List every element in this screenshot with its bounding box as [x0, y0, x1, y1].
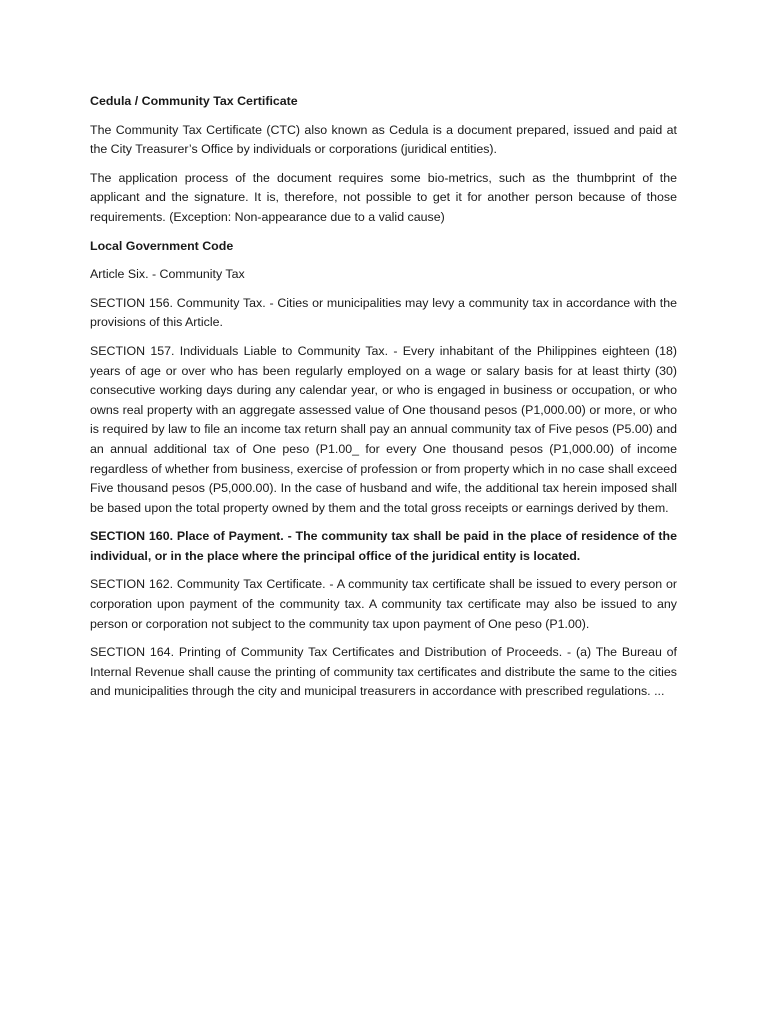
- document-body: [90, 92, 677, 711]
- section-164: SECTION 164. Printing of Community Tax Certificates and Distribution of Proceeds. - (a) The Bureau of Internal Revenue shall cause the printing of community tax certificates and distribute the same to the cities and municipalities through the city and municipal treasurers in accordance with prescribed regulations. ...: [90, 645, 677, 699]
- section-157: SECTION 157. Individuals Liable to Community Tax. - Every inhabitant of the Philippines eighteen (18) years of age or over who has been regularly employed on a wage or salary basis for at least thirty (30) consecutive working days during any calendar year, or who is engaged in business or occupation, or who owns real property with an aggregate assessed value of One thousand pesos (P1,000.00) or more, or who is required by law to file an income tax return shall pay an annual community tax of Five pesos (P5.00) and an annual additional tax of One peso (P1.00_ for every One thousand pesos (P1,000.00) of income regardless of whether from business, exercise of profession or from property which in no case shall exceed Five thousand pesos (P5,000.00). In the case of husband and wife, the additional tax herein imposed shall be based upon the total property owned by them and the total gross receipts or earnings derived by them.: [90, 343, 677, 515]
- section-162: SECTION 162. Community Tax Certificate. - A community tax certificate shall be issued to every person or corporation upon payment of the community tax. A community tax certificate may also be issued to any person or corporation not subject to the community tax upon payment of One peso (P1.00).: [90, 577, 677, 631]
- intro-paragraph-1: The Community Tax Certificate (CTC) also known as Cedula is a document prepared, issued and paid at the City Treasurer’s Office by individuals or corporations (juridical entities).: [90, 122, 677, 157]
- article-heading: Article Six. - Community Tax: [90, 267, 245, 282]
- section-156: SECTION 156. Community Tax. - Cities or municipalities may levy a community tax in accordance with the provisions of this Article.: [90, 295, 677, 330]
- intro-paragraph-2: The application process of the document requires some bio-metrics, such as the thumbprint of the applicant and the signature. It is, therefore, not possible to get it for another person because of those requirements. (Exception: Non-appearance due to a valid cause): [90, 170, 677, 224]
- section-160: SECTION 160. Place of Payment. - The community tax shall be paid in the place of residence of the individual, or in the place where the principal office of the juridical entity is located.: [90, 529, 677, 563]
- code-heading: Local Government Code: [90, 238, 234, 253]
- document-title: Cedula / Community Tax Certificate: [90, 94, 298, 108]
